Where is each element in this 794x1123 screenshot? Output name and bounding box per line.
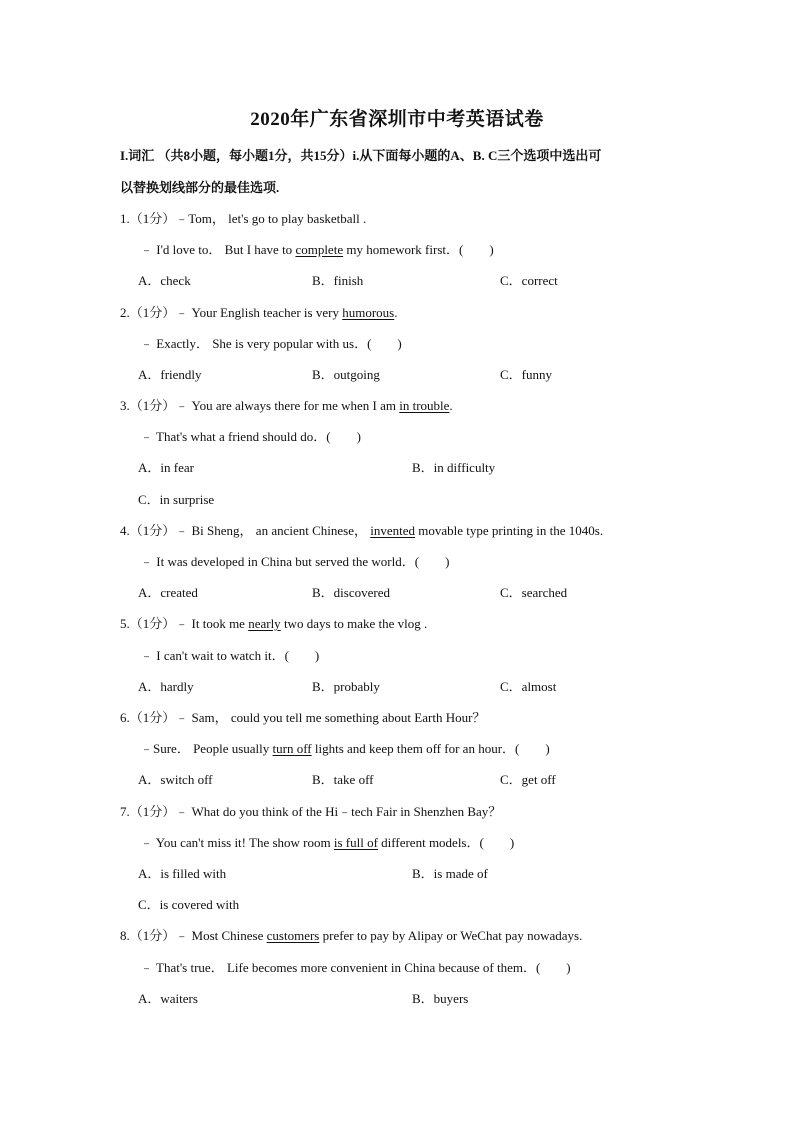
underlined-word: is full of: [333, 835, 378, 850]
option-a: A．is filled with: [138, 866, 227, 881]
answer-line-1: [140, 239, 494, 258]
answer-text-tail: different models．( ): [377, 835, 515, 850]
answer-line-2: [140, 333, 402, 352]
answer-text: ﹣ That's true． Life becomes more convenient in China because of them．( ): [140, 960, 571, 975]
question-text-tail: two days to make the vlog .: [280, 616, 428, 631]
option-b: B．outgoing: [312, 367, 380, 382]
question-text: ﹣ It took me: [175, 616, 249, 631]
option-b: B．take off: [312, 772, 374, 787]
option-c: C．almost: [500, 679, 557, 694]
question-number: 6.（1分）: [120, 710, 176, 725]
option-a: A．switch off: [138, 772, 213, 787]
section-instructions-cont: 以替换划线部分的最佳选项.: [120, 180, 280, 195]
option-b: B．probably: [312, 679, 380, 694]
option-b: B．buyers: [412, 991, 469, 1006]
answer-line-3: [140, 426, 361, 445]
answer-text: ﹣ I'd love to． But I have to: [140, 242, 296, 257]
option-c: C．funny: [500, 367, 553, 382]
option-b: B．discovered: [312, 585, 390, 600]
question-2: [120, 302, 397, 321]
question-number: 3.（1分）: [120, 398, 176, 413]
answer-text: ﹣ Exactly． She is very popular with us．( ): [140, 336, 402, 351]
answer-text: ﹣ It was developed in China but served the world．( ): [140, 554, 450, 569]
question-text: ﹣ Bi Sheng， an ancient Chinese，: [175, 523, 371, 538]
question-4: [120, 520, 603, 539]
option-c: C．correct: [500, 273, 558, 288]
answer-text: ﹣ That's what a friend should do．( ): [140, 429, 361, 444]
question-5: [120, 613, 427, 632]
answer-line-6: [140, 738, 550, 757]
question-number: 1.（1分）: [120, 211, 176, 226]
question-text: ﹣Tom， let's go to play basketball .: [175, 211, 367, 226]
option-a: A．hardly: [138, 679, 194, 694]
question-text: ﹣ Sam， could you tell me something about Earth Hour？: [175, 710, 486, 725]
section-instructions: I.词汇 （共8小题，每小题1分，共15分）i.从下面每小题的A、B. C三个选项中选出可: [120, 148, 602, 163]
question-number: 7.（1分）: [120, 804, 176, 819]
question-3: [120, 395, 453, 414]
answer-line-5: [140, 645, 319, 664]
question-text: ﹣ Most Chinese: [175, 928, 267, 943]
option-b: B．finish: [312, 273, 364, 288]
question-text: ﹣ Your English teacher is very: [175, 305, 343, 320]
question-number: 4.（1分）: [120, 523, 176, 538]
question-text: ﹣ You are always there for me when I am: [175, 398, 400, 413]
answer-line-8: [140, 957, 571, 976]
exam-title: 2020年广东省深圳市中考英语试卷: [250, 109, 544, 130]
answer-text: ﹣Sure． People usually: [140, 741, 273, 756]
question-text-tail: .: [394, 305, 398, 320]
option-a: A．created: [138, 585, 198, 600]
underlined-word: complete: [295, 242, 344, 257]
underlined-word: humorous: [342, 305, 395, 320]
answer-text-tail: lights and keep them off for an hour．( ): [311, 741, 550, 756]
answer-line-7: [140, 832, 514, 851]
option-c: C．in surprise: [138, 492, 215, 507]
option-a: A．check: [138, 273, 191, 288]
option-c: C．is covered with: [138, 897, 240, 912]
underlined-word: customers: [266, 928, 320, 943]
option-a: A．waiters: [138, 991, 198, 1006]
question-number: 5.（1分）: [120, 616, 176, 631]
option-b: B．is made of: [412, 866, 488, 881]
question-text-tail: movable type printing in the 1040s.: [415, 523, 604, 538]
question-text: ﹣ What do you think of the Hi﹣tech Fair in Shenzhen Bay？: [175, 804, 502, 819]
question-text-tail: prefer to pay by Alipay or WeChat pay nowadays.: [319, 928, 583, 943]
underlined-word: nearly: [248, 616, 281, 631]
option-b: B．in difficulty: [412, 460, 496, 475]
option-c: C．get off: [500, 772, 556, 787]
question-text-tail: .: [449, 398, 453, 413]
question-8: [120, 925, 582, 944]
underlined-word: in trouble: [399, 398, 450, 413]
question-1: [120, 208, 366, 227]
question-7: [120, 801, 501, 820]
underlined-word: invented: [370, 523, 415, 538]
answer-text-tail: my homework first．( ): [343, 242, 494, 257]
answer-text: ﹣ I can't wait to watch it．( ): [140, 648, 320, 663]
option-c: C．searched: [500, 585, 568, 600]
answer-line-4: [140, 551, 449, 570]
option-a: A．in fear: [138, 460, 194, 475]
answer-text: ﹣ You can't miss it! The show room: [140, 835, 334, 850]
question-number: 2.（1分）: [120, 305, 176, 320]
question-number: 8.（1分）: [120, 928, 176, 943]
option-a: A．friendly: [138, 367, 202, 382]
question-6: [120, 707, 485, 726]
underlined-word: turn off: [272, 741, 312, 756]
